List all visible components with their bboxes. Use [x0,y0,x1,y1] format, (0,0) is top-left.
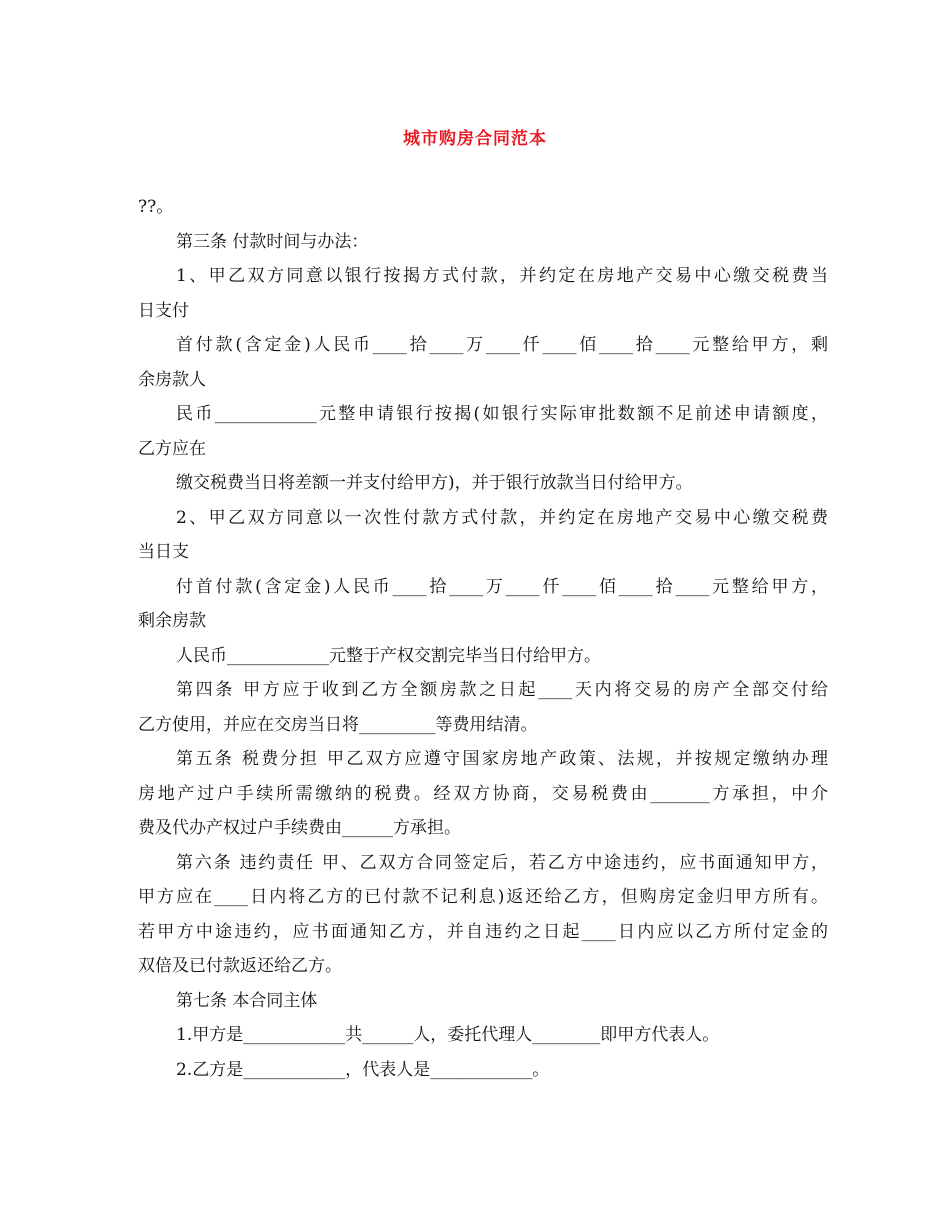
text-line: 房地产过户手续所需缴纳的税费。经双方协商，交易税费由_______方承担，中介 [138,783,828,804]
article-7-heading: 第七条 本合同主体 [176,990,318,1011]
text-line: 付首付款(含定金)人民币____拾____万____仟____佰____拾____元整给甲方， [176,576,828,597]
party-b-line: 2.乙方是____________，代表人是____________。 [176,1059,550,1080]
text-line: 剩余房款 [138,611,206,631]
article-3-heading: 第三条 付款时间与办法： [176,231,369,252]
text-line: 乙方应在 [138,438,206,459]
party-a-line: 1.甲方是____________共______人，委托代理人________即甲方代表人。 [176,1025,720,1045]
article-4-text: 第四条 甲方应于收到乙方全额房款之日起____天内将交易的房产全部交付给 [176,680,828,700]
text-line: 首付款(含定金)人民币____拾____万____仟____佰____拾____元整给甲方，剩 [176,335,828,355]
text-line: 乙方使用，并应在交房当日将_________等费用结清。 [138,714,538,735]
text-line: 甲方应在____日内将乙方的已付款不记利息)返还给乙方，但购房定金归甲方所有。 [138,887,828,907]
text-line: 日支付 [138,300,189,321]
text-line: 余房款人 [138,369,206,390]
text-line: 人民币____________元整于产权交割完毕当日付给甲方。 [176,645,601,666]
article-5-text: 第五条 税费分担 甲乙双方应遵守国家房地产政策、法规，并按规定缴纳办理 [176,749,828,769]
text-line: 双倍及已付款返还给乙方。 [138,956,342,976]
document-body [138,190,828,1087]
text-line: 缴交税费当日将差额一并支付给甲方)，并于银行放款当日付给甲方。 [176,473,693,493]
text-line: 若甲方中途违约，应书面通知乙方，并自违约之日起____日内应以乙方所付定金的 [138,921,828,942]
text-line: 费及代办产权过户手续费由______方承担。 [138,818,461,838]
document-title: 城市购房合同范本 [403,129,547,149]
article-6-text: 第六条 违约责任 甲、乙双方合同签定后，若乙方中途违约，应书面通知甲方， [176,852,828,873]
text-line: 当日支 [138,542,189,562]
text-line: ??。 [138,197,174,217]
text-line: 1、甲乙双方同意以银行按揭方式付款，并约定在房地产交易中心缴交税费当 [176,266,828,286]
text-line: 2、甲乙双方同意以一次性付款方式付款，并约定在房地产交易中心缴交税费 [176,507,828,528]
text-line: 民币____________元整申请银行按揭(如银行实际审批数额不足前述申请额度， [176,404,828,424]
